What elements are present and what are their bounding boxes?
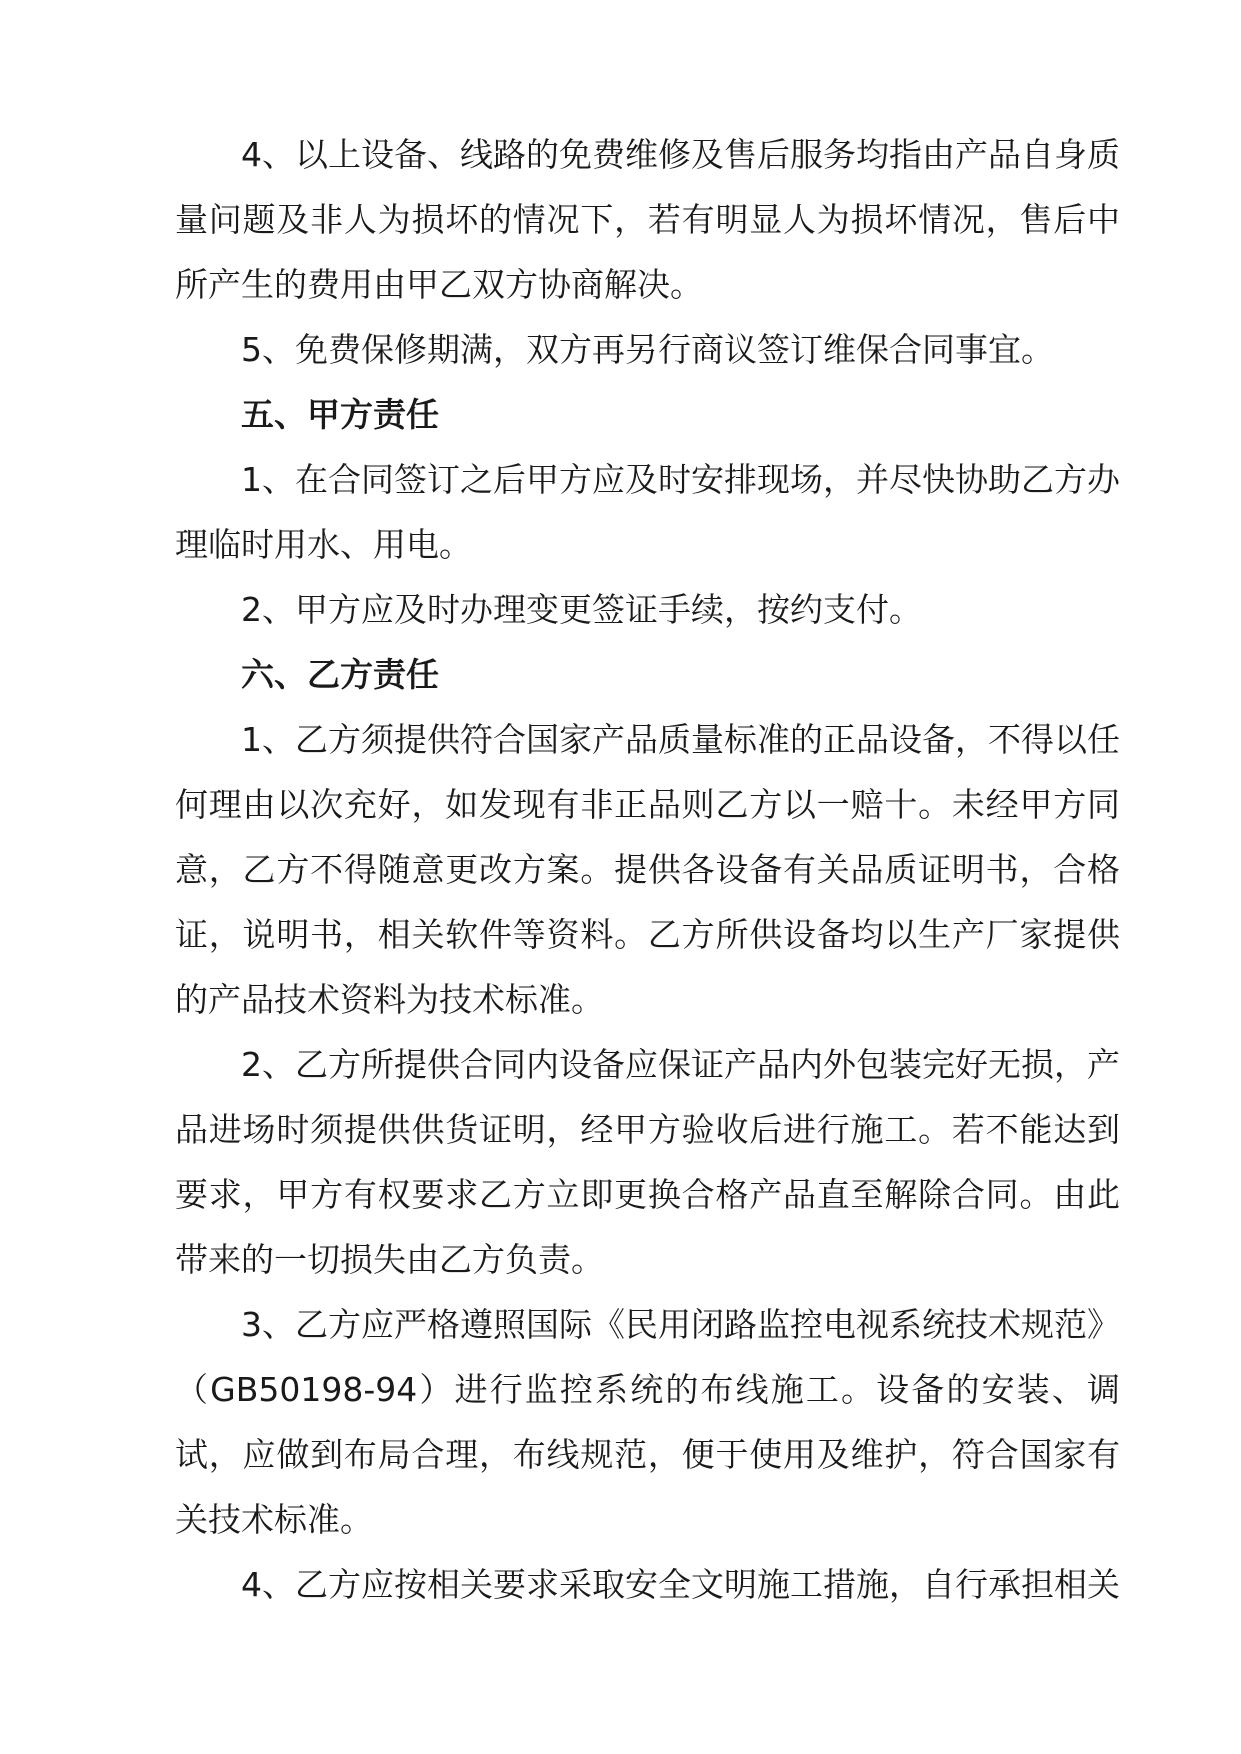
section-heading-party-b-responsibility: 六、乙方责任: [241, 655, 439, 694]
clause-5-warranty-expiry: 5、免费保修期满，双方再另行商议签订维保合同事宜。: [241, 330, 1054, 369]
party-b-clause-1: 1、乙方须提供符合国家产品质量标准的正品设备，不得以任何理由以次充好，如发现有非正品则乙方以一赔十。未经甲方同意，乙方不得随意更改方案。提供各设备有关品质证明书，合格证，说明书，相关软件等资料。乙方所供设备均以生产厂家提供的产品技术资料为技术标准。: [175, 720, 1120, 1019]
party-a-clause-2: 2、甲方应及时办理变更签证手续，按约支付。: [241, 590, 922, 629]
party-a-clause-1: 1、在合同签订之后甲方应及时安排现场，并尽快协助乙方办理临时用水、用电。: [175, 460, 1120, 564]
section-heading-party-a-responsibility: 五、甲方责任: [241, 395, 439, 434]
clause-4-after-sales-damage: 4、以上设备、线路的免费维修及售后服务均指由产品自身质量问题及非人为损坏的情况下，若有明显人为损坏情况，售后中所产生的费用由甲乙双方协商解决。: [175, 135, 1120, 304]
party-b-clause-3: 3、乙方应严格遵照国际《民用闭路监控电视系统技术规范》（GB50198-94）进行监控系统的布线施工。设备的安装、调试，应做到布局合理，布线规范，便于使用及维护，符合国家有关技术标准。: [175, 1305, 1120, 1539]
party-b-clause-2: 2、乙方所提供合同内设备应保证产品内外包装完好无损，产品进场时须提供供货证明，经甲方验收后进行施工。若不能达到要求，甲方有权要求乙方立即更换合格产品直至解除合同。由此带来的一切损失由乙方负责。: [175, 1045, 1120, 1279]
document-body: [175, 122, 1120, 1617]
party-b-clause-4: 4、乙方应按相关要求采取安全文明施工措施，自行承担相关: [241, 1565, 1120, 1604]
